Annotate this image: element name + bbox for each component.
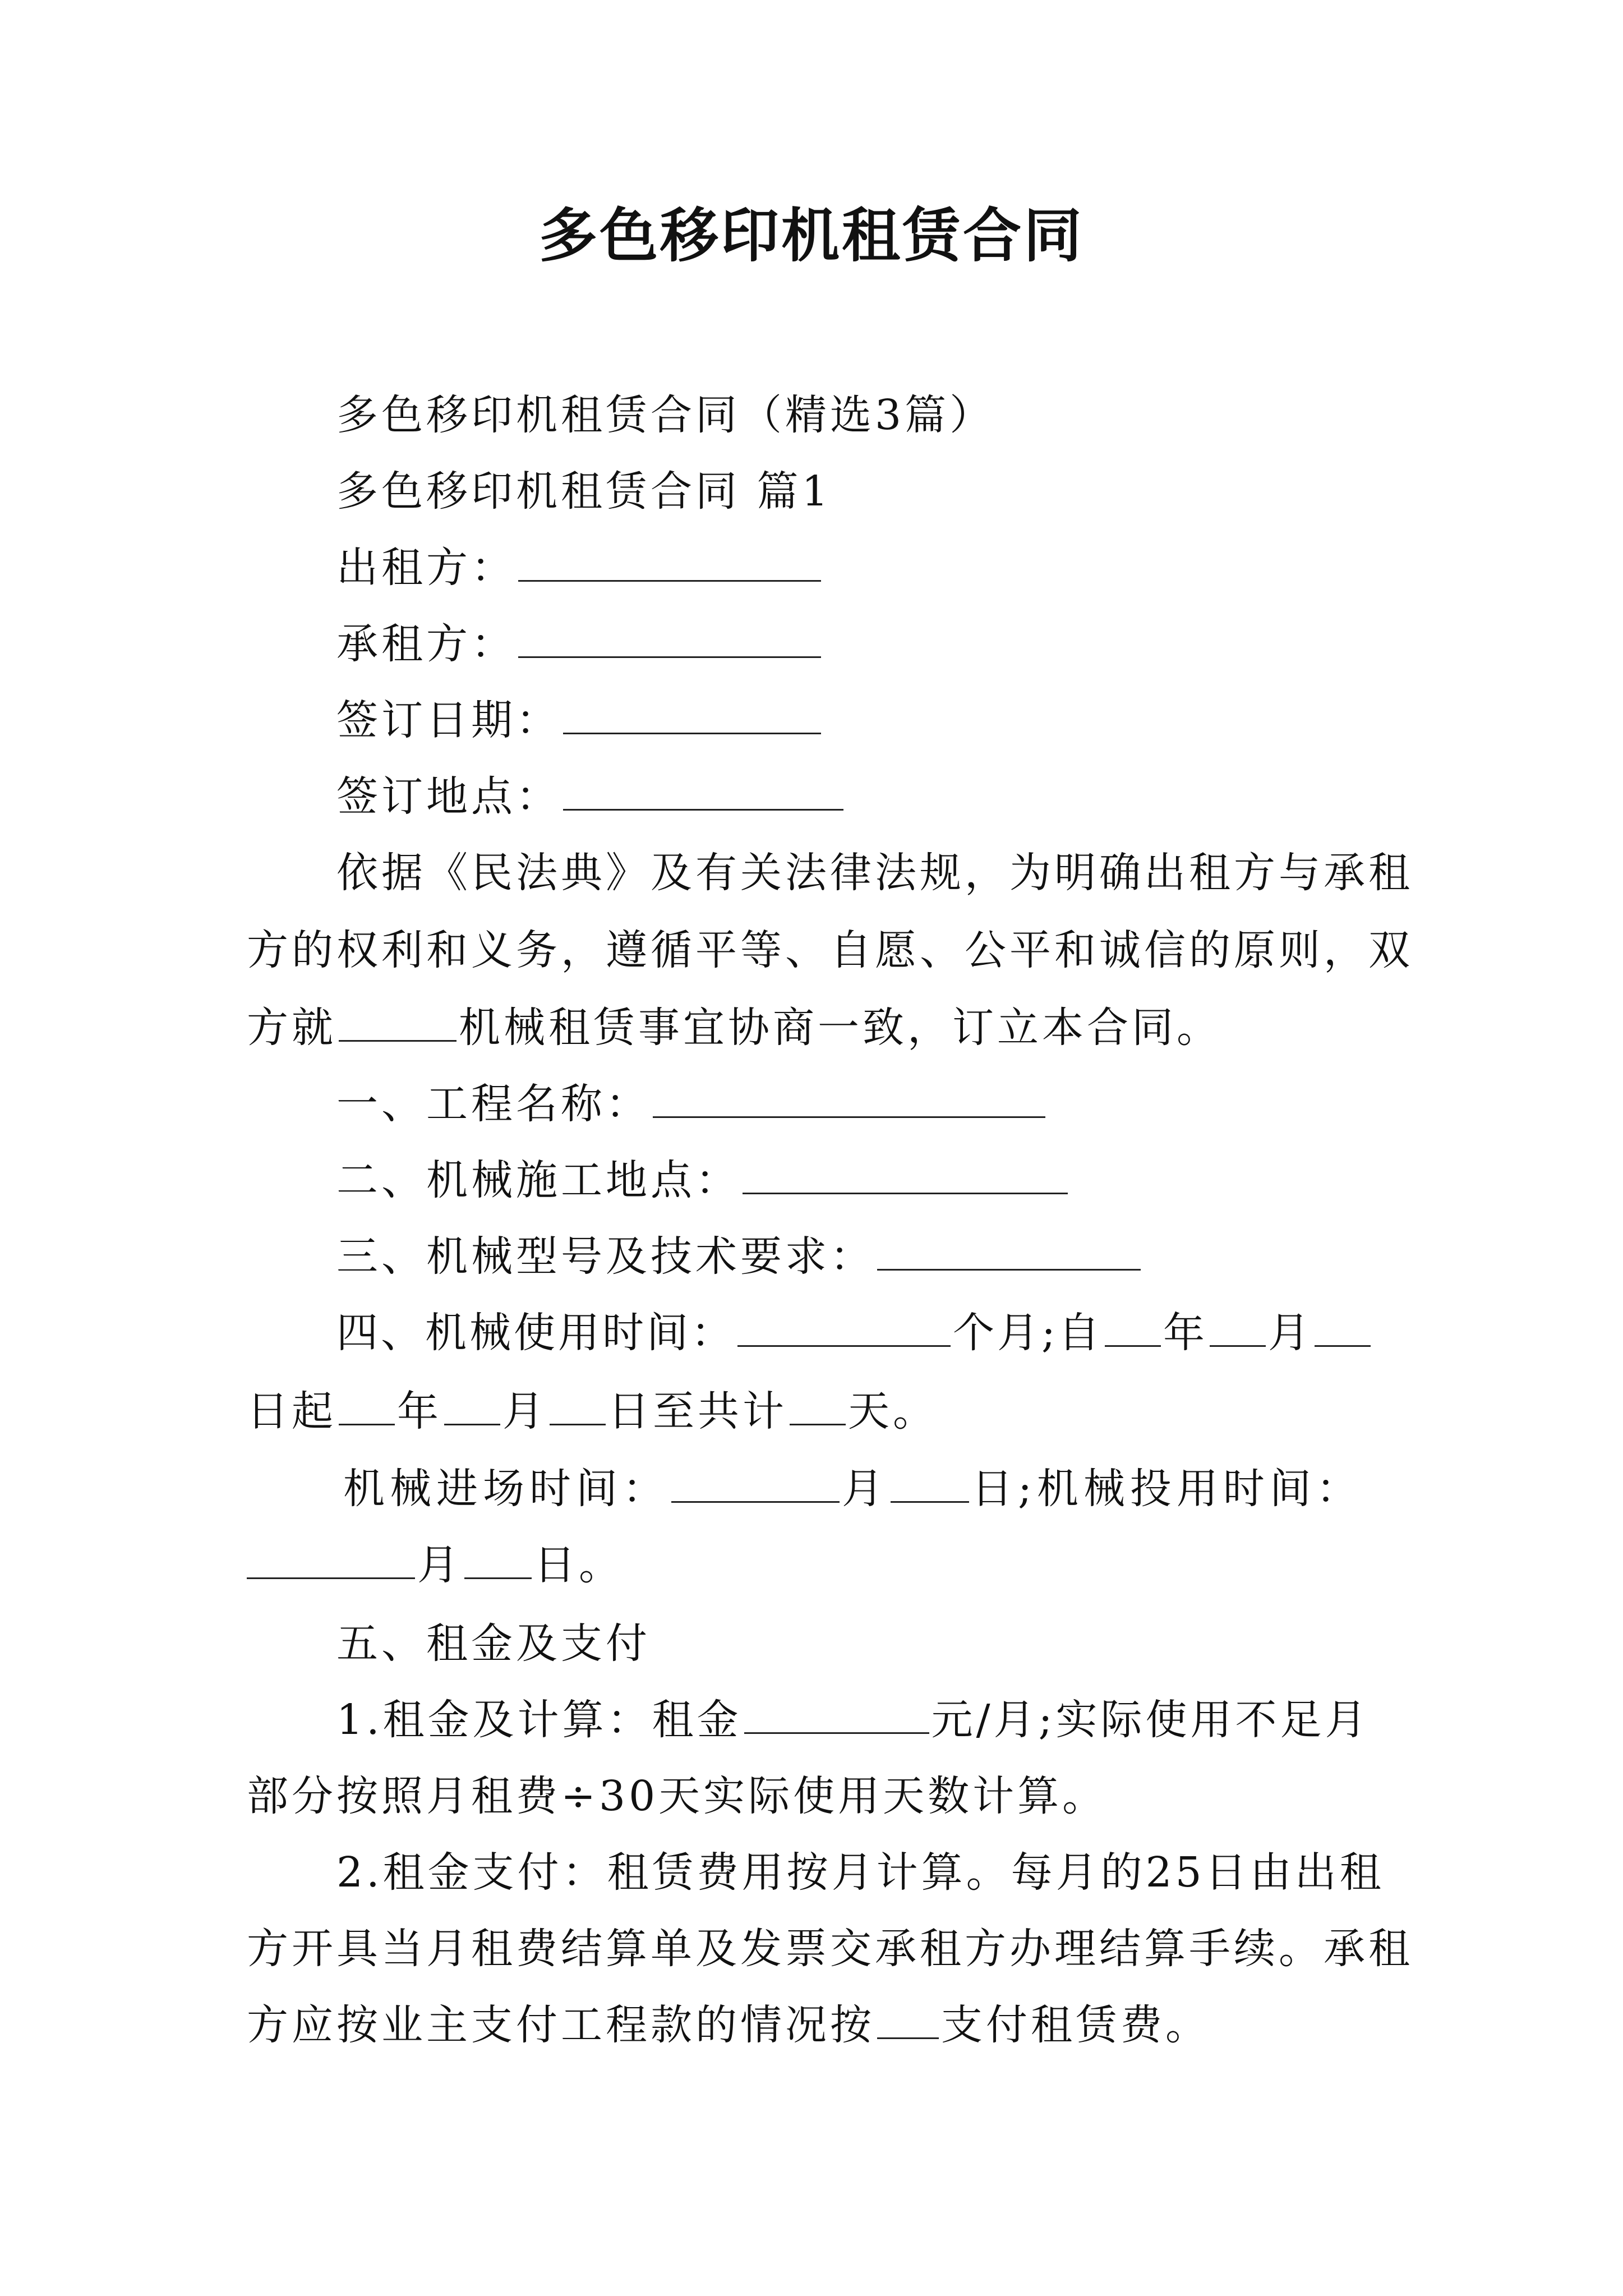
use-month-text: 月	[417, 1541, 462, 1589]
rent-calc-line-2	[247, 1768, 1391, 1824]
intro-line-1	[336, 845, 1413, 901]
rent-pay-line-2	[247, 1921, 1413, 1977]
site-field	[336, 1152, 1391, 1208]
rent-calc-line-1	[336, 1692, 1391, 1748]
use-months-text: 个月;自	[953, 1309, 1103, 1357]
rent-pay-text-3a: 方应按业主支付工程款的情况按	[247, 2001, 875, 2049]
payment-method-blank[interactable]	[877, 1997, 939, 2039]
use-time-line-2	[247, 1383, 1391, 1439]
use-time-line-1	[336, 1305, 1391, 1361]
subtitle	[336, 387, 1391, 443]
entry-time-line-1	[343, 1461, 1391, 1517]
end-month-blank[interactable]	[444, 1383, 500, 1425]
sign-place-label: 签订地点：	[336, 772, 561, 821]
start-year-text: 年	[1163, 1309, 1207, 1357]
rent-pay-text-3b: 支付租赁费。	[941, 2001, 1210, 2049]
site-label: 二、机械施工地点：	[336, 1156, 740, 1204]
project-name-label: 一、工程名称：	[336, 1080, 651, 1128]
rent-heading-text: 五、租金及支付	[336, 1619, 651, 1668]
entry-day-blank[interactable]	[891, 1461, 969, 1503]
machine-blank[interactable]	[339, 1000, 457, 1042]
lessor-blank[interactable]	[518, 540, 821, 582]
total-days-blank[interactable]	[790, 1383, 846, 1425]
lessor-label: 出租方：	[336, 544, 516, 592]
lessee-label: 承租方：	[336, 620, 516, 668]
lessee-blank[interactable]	[518, 616, 821, 658]
end-month-text: 月	[502, 1387, 547, 1435]
rent-pay-text-1: 2.租金支付：租赁费用按月计算。每月的25日由出租	[336, 1848, 1385, 1897]
start-year-blank[interactable]	[1105, 1305, 1161, 1347]
sign-place-field	[336, 769, 1391, 825]
rent-calc-text-c: 部分按照月租费÷30天实际使用天数计算。	[247, 1772, 1108, 1820]
use-month-blank[interactable]	[247, 1537, 415, 1579]
intro-text-2: 方的权利和义务，遵循平等、自愿、公平和诚信的原则，双	[247, 926, 1413, 974]
model-label: 三、机械型号及技术要求：	[336, 1232, 875, 1281]
model-field	[336, 1228, 1391, 1285]
entry-month-blank[interactable]	[671, 1461, 840, 1503]
project-name-blank[interactable]	[653, 1076, 1045, 1118]
section-heading	[336, 463, 1391, 519]
subtitle-text: 多色移印机租赁合同（精选3篇）	[336, 391, 995, 439]
intro-line-2	[247, 922, 1413, 978]
use-day-text: 日。	[534, 1541, 624, 1589]
intro-line-3	[247, 1000, 1391, 1056]
end-year-text: 年	[397, 1387, 442, 1435]
rent-pay-line-1	[336, 1844, 1391, 1901]
sign-date-blank[interactable]	[563, 692, 821, 734]
end-day-text: 日至共计	[608, 1387, 787, 1435]
end-year-blank[interactable]	[339, 1383, 395, 1425]
start-month-blank[interactable]	[1210, 1305, 1266, 1347]
sign-date-field	[336, 692, 1391, 748]
intro-text-3a: 方就	[247, 1004, 336, 1052]
lessee-field	[336, 616, 1391, 672]
intro-text-1: 依据《民法典》及有关法律法规，为明确出租方与承租	[336, 849, 1413, 897]
rent-amount-blank[interactable]	[744, 1692, 929, 1734]
rent-calc-text-a: 1.租金及计算：租金	[336, 1696, 742, 1744]
rent-pay-line-3	[247, 1997, 1391, 2053]
rent-heading	[336, 1616, 1391, 1672]
document-title: 多色移印机租赁合同	[538, 201, 1084, 270]
sign-place-blank[interactable]	[563, 769, 843, 811]
site-blank[interactable]	[743, 1152, 1068, 1194]
intro-text-3b: 机械租赁事宜协商一致，订立本合同。	[459, 1004, 1221, 1052]
sign-date-label: 签订日期：	[336, 696, 561, 744]
rent-pay-text-2: 方开具当月租费结算单及发票交承租方办理结算手续。承租	[247, 1925, 1413, 1973]
start-month-text: 月	[1267, 1309, 1312, 1357]
entry-month-text: 月	[842, 1465, 888, 1513]
start-day-blank[interactable]	[1315, 1305, 1371, 1347]
section-heading-text: 多色移印机租赁合同 篇1	[336, 467, 832, 516]
lessor-field	[336, 540, 1391, 596]
end-day-blank[interactable]	[550, 1383, 606, 1425]
start-day-text: 日起	[247, 1387, 336, 1435]
use-day-blank[interactable]	[464, 1537, 532, 1579]
entry-time-label: 机械进场时间：	[343, 1465, 669, 1513]
project-name-field	[336, 1076, 1391, 1132]
entry-day-text: 日;机械投用时间：	[971, 1465, 1363, 1513]
total-days-text: 天。	[848, 1387, 938, 1435]
use-months-blank[interactable]	[737, 1305, 951, 1347]
entry-time-line-2	[247, 1537, 1391, 1593]
rent-calc-text-b: 元/月;实际使用不足月	[931, 1696, 1370, 1744]
use-time-label: 四、机械使用时间：	[336, 1309, 735, 1357]
model-blank[interactable]	[877, 1228, 1141, 1271]
